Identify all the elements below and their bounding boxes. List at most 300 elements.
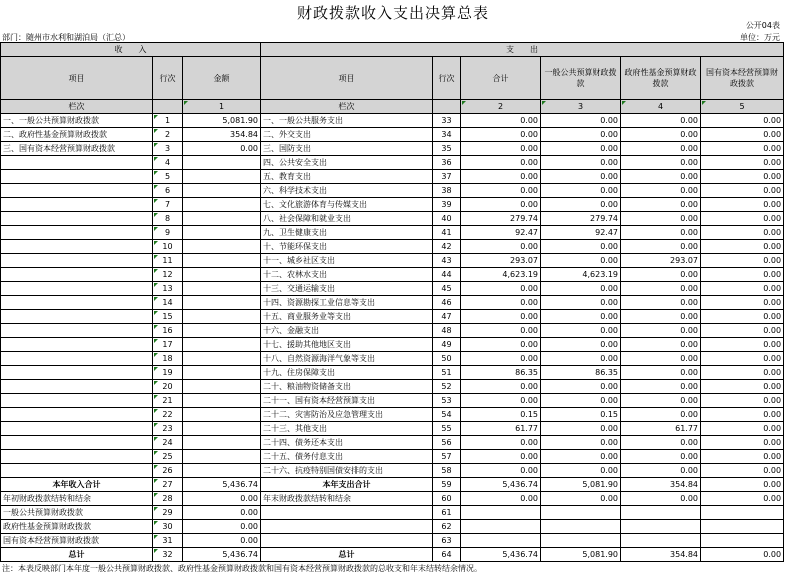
income-amount-header: 金额 (183, 57, 261, 100)
income-line-no: 16 (153, 324, 183, 338)
income-line-no: 12 (153, 268, 183, 282)
income-header: 收 入 (1, 43, 261, 57)
income-line-no: 9 (153, 226, 183, 240)
income-item: 二、政府性基金预算财政拨款 (1, 128, 153, 142)
total-amount: 0.00 (461, 352, 541, 366)
expense-item (261, 520, 433, 534)
total-amount: 92.47 (461, 226, 541, 240)
general-budget-amount: 0.00 (541, 492, 621, 506)
income-item (1, 254, 153, 268)
state-capital-amount: 0.00 (701, 338, 784, 352)
income-line-no: 15 (153, 310, 183, 324)
income-line-header: 行次 (153, 57, 183, 100)
income-item: 本年收入合计 (1, 478, 153, 492)
column-index-4: 4 (621, 100, 701, 114)
income-line-no: 25 (153, 450, 183, 464)
table-row (1, 366, 784, 380)
gov-fund-amount: 0.00 (621, 156, 701, 170)
income-line-no: 32 (153, 548, 183, 562)
total-amount: 5,436.74 (461, 478, 541, 492)
table-row (1, 254, 784, 268)
expense-line-no: 39 (433, 198, 461, 212)
income-item (1, 422, 153, 436)
expense-item: 十二、农林水支出 (261, 268, 433, 282)
gov-fund-amount: 61.77 (621, 422, 701, 436)
state-capital-amount: 0.00 (701, 184, 784, 198)
expense-item: 八、社会保障和就业支出 (261, 212, 433, 226)
state-capital-amount: 0.00 (701, 226, 784, 240)
expense-line-no: 47 (433, 310, 461, 324)
income-line-no: 18 (153, 352, 183, 366)
gov-fund-header: 政府性基金预算财政拨款 (621, 57, 701, 100)
table-row (1, 352, 784, 366)
table-row (1, 450, 784, 464)
state-capital-amount: 0.00 (701, 464, 784, 478)
gov-fund-amount: 0.00 (621, 226, 701, 240)
total-amount: 5,436.74 (461, 548, 541, 562)
income-line-no: 2 (153, 128, 183, 142)
state-capital-amount: 0.00 (701, 282, 784, 296)
general-budget-amount: 0.00 (541, 324, 621, 338)
expense-item: 二、外交支出 (261, 128, 433, 142)
table-row (1, 170, 784, 184)
state-capital-amount: 0.00 (701, 240, 784, 254)
table-row (1, 212, 784, 226)
total-amount: 293.07 (461, 254, 541, 268)
general-budget-amount: 92.47 (541, 226, 621, 240)
total-amount: 0.00 (461, 142, 541, 156)
expense-item: 十三、交通运输支出 (261, 282, 433, 296)
general-budget-amount: 0.00 (541, 114, 621, 128)
expense-line-no: 53 (433, 394, 461, 408)
expense-item: 五、教育支出 (261, 170, 433, 184)
expense-item: 十九、住房保障支出 (261, 366, 433, 380)
total-amount: 0.00 (461, 170, 541, 184)
gov-fund-amount: 0.00 (621, 268, 701, 282)
income-item: 三、国有资本经营预算财政拨款 (1, 142, 153, 156)
income-amount (183, 352, 261, 366)
general-budget-amount: 5,081.90 (541, 548, 621, 562)
income-amount (183, 254, 261, 268)
column-index-5: 5 (701, 100, 784, 114)
general-budget-amount: 0.00 (541, 184, 621, 198)
gov-fund-amount: 0.00 (621, 380, 701, 394)
expense-item: 二十四、债务还本支出 (261, 436, 433, 450)
expense-line-no: 58 (433, 464, 461, 478)
expense-item: 十四、资源勘探工业信息等支出 (261, 296, 433, 310)
state-capital-amount: 0.00 (701, 114, 784, 128)
general-budget-amount: 0.00 (541, 156, 621, 170)
gov-fund-amount: 0.00 (621, 114, 701, 128)
gov-fund-amount: 0.00 (621, 366, 701, 380)
income-amount (183, 156, 261, 170)
income-item: 一般公共预算财政拨款 (1, 506, 153, 520)
table-row (1, 464, 784, 478)
income-amount (183, 464, 261, 478)
column-index-1: 1 (183, 100, 261, 114)
general-budget-amount: 0.00 (541, 282, 621, 296)
general-budget-amount: 0.00 (541, 464, 621, 478)
general-budget-amount: 0.00 (541, 296, 621, 310)
general-budget-amount: 0.15 (541, 408, 621, 422)
total-amount: 86.35 (461, 366, 541, 380)
income-line-no: 21 (153, 394, 183, 408)
state-capital-amount: 0.00 (701, 142, 784, 156)
income-line-no: 27 (153, 478, 183, 492)
total-amount: 279.74 (461, 212, 541, 226)
income-line-no: 4 (153, 156, 183, 170)
state-capital-amount: 0.00 (701, 310, 784, 324)
income-amount (183, 408, 261, 422)
expense-item (261, 534, 433, 548)
expense-item: 二十六、抗疫特别国债安排的支出 (261, 464, 433, 478)
income-amount (183, 436, 261, 450)
income-item (1, 170, 153, 184)
table-row (1, 268, 784, 282)
table-row (1, 282, 784, 296)
expense-item: 二十二、灾害防治及应急管理支出 (261, 408, 433, 422)
table-row (1, 240, 784, 254)
expense-line-no: 41 (433, 226, 461, 240)
state-capital-amount: 0.00 (701, 436, 784, 450)
income-line-no: 17 (153, 338, 183, 352)
income-item (1, 226, 153, 240)
expense-item: 十八、自然资源海洋气象等支出 (261, 352, 433, 366)
expense-header: 支 出 (261, 43, 784, 57)
income-line-no: 5 (153, 170, 183, 184)
income-item (1, 198, 153, 212)
state-capital-amount: 0.00 (701, 268, 784, 282)
column-index-blank-right (433, 100, 461, 114)
gov-fund-amount (621, 534, 701, 548)
general-budget-amount (541, 534, 621, 548)
expense-line-no: 64 (433, 548, 461, 562)
state-capital-amount: 0.00 (701, 366, 784, 380)
general-budget-header: 一般公共预算财政拨款 (541, 57, 621, 100)
income-item: 年初财政拨款结转和结余 (1, 492, 153, 506)
total-amount: 0.00 (461, 380, 541, 394)
total-amount (461, 520, 541, 534)
income-amount (183, 198, 261, 212)
general-budget-amount: 0.00 (541, 380, 621, 394)
income-item (1, 212, 153, 226)
table-row (1, 380, 784, 394)
expense-line-no: 55 (433, 422, 461, 436)
table-row (1, 394, 784, 408)
expense-item: 十、节能环保支出 (261, 240, 433, 254)
table-row (1, 338, 784, 352)
expense-item: 二十三、其他支出 (261, 422, 433, 436)
expense-line-no: 37 (433, 170, 461, 184)
expense-line-no: 40 (433, 212, 461, 226)
income-line-no: 28 (153, 492, 183, 506)
total-amount: 0.00 (461, 282, 541, 296)
state-capital-amount: 0.00 (701, 478, 784, 492)
income-item (1, 296, 153, 310)
total-amount (461, 534, 541, 548)
state-capital-amount (701, 520, 784, 534)
income-item (1, 394, 153, 408)
state-capital-amount: 0.00 (701, 128, 784, 142)
general-budget-amount: 0.00 (541, 142, 621, 156)
income-amount (183, 212, 261, 226)
income-amount: 0.00 (183, 520, 261, 534)
expense-line-header: 行次 (433, 57, 461, 100)
income-item (1, 408, 153, 422)
table-row (1, 478, 784, 492)
gov-fund-amount: 0.00 (621, 170, 701, 184)
total-amount: 0.00 (461, 240, 541, 254)
expense-line-no: 42 (433, 240, 461, 254)
income-item (1, 338, 153, 352)
state-capital-amount: 0.00 (701, 212, 784, 226)
expense-line-no: 57 (433, 450, 461, 464)
expense-line-no: 34 (433, 128, 461, 142)
income-line-no: 22 (153, 408, 183, 422)
income-amount: 5,436.74 (183, 478, 261, 492)
income-amount (183, 338, 261, 352)
table-row (1, 198, 784, 212)
income-item (1, 450, 153, 464)
income-amount (183, 366, 261, 380)
gov-fund-amount: 0.00 (621, 282, 701, 296)
table-row (1, 310, 784, 324)
table-row (1, 492, 784, 506)
general-budget-amount: 4,623.19 (541, 268, 621, 282)
state-capital-amount: 0.00 (701, 394, 784, 408)
general-budget-amount: 0.00 (541, 254, 621, 268)
expense-item: 二十、粮油物资储备支出 (261, 380, 433, 394)
income-line-no: 10 (153, 240, 183, 254)
general-budget-amount: 0.00 (541, 422, 621, 436)
income-item: 一、一般公共预算财政拨款 (1, 114, 153, 128)
expense-line-no: 44 (433, 268, 461, 282)
income-item: 政府性基金预算财政拨款 (1, 520, 153, 534)
gov-fund-amount: 0.00 (621, 436, 701, 450)
expense-item (261, 506, 433, 520)
expense-item: 三、国防支出 (261, 142, 433, 156)
state-capital-amount: 0.00 (701, 254, 784, 268)
expense-line-no: 48 (433, 324, 461, 338)
total-amount: 0.00 (461, 114, 541, 128)
table-row (1, 422, 784, 436)
table-row (1, 128, 784, 142)
table-row (1, 296, 784, 310)
income-line-no: 7 (153, 198, 183, 212)
income-line-no: 6 (153, 184, 183, 198)
gov-fund-amount: 0.00 (621, 394, 701, 408)
expense-line-no: 36 (433, 156, 461, 170)
expense-line-no: 61 (433, 506, 461, 520)
general-budget-amount: 0.00 (541, 394, 621, 408)
total-amount: 0.00 (461, 394, 541, 408)
expense-item: 总计 (261, 548, 433, 562)
expense-line-no: 46 (433, 296, 461, 310)
general-budget-amount: 86.35 (541, 366, 621, 380)
income-amount (183, 226, 261, 240)
income-amount: 5,436.74 (183, 548, 261, 562)
expense-item: 十七、援助其他地区支出 (261, 338, 433, 352)
state-capital-amount: 0.00 (701, 324, 784, 338)
income-item (1, 282, 153, 296)
expense-item: 七、文化旅游体育与传媒支出 (261, 198, 433, 212)
general-budget-amount: 0.00 (541, 310, 621, 324)
state-capital-amount: 0.00 (701, 198, 784, 212)
income-line-no: 24 (153, 436, 183, 450)
state-capital-amount: 0.00 (701, 450, 784, 464)
general-budget-amount (541, 506, 621, 520)
expense-item: 六、科学技术支出 (261, 184, 433, 198)
expense-item: 九、卫生健康支出 (261, 226, 433, 240)
income-line-no: 26 (153, 464, 183, 478)
income-line-no: 13 (153, 282, 183, 296)
income-item (1, 436, 153, 450)
column-index-2: 2 (461, 100, 541, 114)
expense-line-no: 54 (433, 408, 461, 422)
income-item-header: 项目 (1, 57, 153, 100)
income-amount: 0.00 (183, 506, 261, 520)
income-line-no: 14 (153, 296, 183, 310)
income-item (1, 184, 153, 198)
income-amount (183, 282, 261, 296)
table-row (1, 324, 784, 338)
general-budget-amount: 0.00 (541, 450, 621, 464)
total-amount: 0.00 (461, 128, 541, 142)
expense-line-no: 59 (433, 478, 461, 492)
state-capital-amount (701, 534, 784, 548)
income-amount (183, 394, 261, 408)
gov-fund-amount: 354.84 (621, 478, 701, 492)
total-amount: 0.00 (461, 464, 541, 478)
state-capital-amount: 0.00 (701, 296, 784, 310)
expense-line-no: 52 (433, 380, 461, 394)
expense-item: 四、公共安全支出 (261, 156, 433, 170)
gov-fund-amount: 354.84 (621, 548, 701, 562)
state-capital-amount: 0.00 (701, 380, 784, 394)
income-amount: 0.00 (183, 534, 261, 548)
state-capital-amount: 0.00 (701, 422, 784, 436)
gov-fund-amount (621, 506, 701, 520)
expense-item: 十六、金融支出 (261, 324, 433, 338)
income-amount (183, 310, 261, 324)
income-amount (183, 240, 261, 254)
table-row (1, 184, 784, 198)
gov-fund-amount: 0.00 (621, 352, 701, 366)
total-amount: 0.00 (461, 156, 541, 170)
gov-fund-amount: 0.00 (621, 310, 701, 324)
expense-line-no: 51 (433, 366, 461, 380)
income-amount (183, 422, 261, 436)
table-row (1, 156, 784, 170)
gov-fund-amount: 0.00 (621, 464, 701, 478)
table-row (1, 142, 784, 156)
income-line-no: 19 (153, 366, 183, 380)
total-amount: 0.00 (461, 450, 541, 464)
general-budget-amount: 279.74 (541, 212, 621, 226)
footnote: 注：本表反映部门本年度一般公共预算财政拨款、政府性基金预算财政拨款和国有资本经营预算财政拨款的总收支和年末结转结余情况。 (2, 564, 482, 573)
expense-line-no: 56 (433, 436, 461, 450)
income-item (1, 240, 153, 254)
expense-item: 十一、城乡社区支出 (261, 254, 433, 268)
state-capital-amount: 0.00 (701, 408, 784, 422)
income-item (1, 310, 153, 324)
income-amount (183, 268, 261, 282)
total-amount: 0.00 (461, 324, 541, 338)
income-line-no: 29 (153, 506, 183, 520)
income-line-no: 3 (153, 142, 183, 156)
table-row (1, 436, 784, 450)
general-budget-amount: 0.00 (541, 198, 621, 212)
unit-label: 单位：万元 (740, 33, 780, 42)
general-budget-amount: 5,081.90 (541, 478, 621, 492)
income-item (1, 324, 153, 338)
general-budget-amount: 0.00 (541, 240, 621, 254)
expense-line-no: 43 (433, 254, 461, 268)
department-label: 部门：随州市水利和湖泊局（汇总） (2, 33, 130, 42)
general-budget-amount: 0.00 (541, 128, 621, 142)
state-capital-amount: 0.00 (701, 548, 784, 562)
general-budget-amount: 0.00 (541, 436, 621, 450)
gov-fund-amount: 0.00 (621, 408, 701, 422)
expense-line-no: 49 (433, 338, 461, 352)
income-line-no: 1 (153, 114, 183, 128)
gov-fund-amount: 0.00 (621, 492, 701, 506)
income-amount (183, 324, 261, 338)
state-capital-amount: 0.00 (701, 492, 784, 506)
total-amount: 0.00 (461, 436, 541, 450)
general-budget-amount: 0.00 (541, 338, 621, 352)
income-amount: 0.00 (183, 492, 261, 506)
expense-line-no: 33 (433, 114, 461, 128)
expense-line-no: 60 (433, 492, 461, 506)
expense-item: 十五、商业服务业等支出 (261, 310, 433, 324)
expense-line-no: 50 (433, 352, 461, 366)
income-amount (183, 184, 261, 198)
total-amount: 61.77 (461, 422, 541, 436)
gov-fund-amount: 293.07 (621, 254, 701, 268)
column-index-label: 栏次 (1, 100, 153, 114)
total-amount: 0.00 (461, 492, 541, 506)
expense-item: 二十一、国有资本经营预算支出 (261, 394, 433, 408)
state-capital-amount: 0.00 (701, 170, 784, 184)
income-item: 总计 (1, 548, 153, 562)
total-amount: 4,623.19 (461, 268, 541, 282)
column-index-label-right: 栏次 (261, 100, 433, 114)
total-amount: 0.00 (461, 198, 541, 212)
gov-fund-amount (621, 520, 701, 534)
expense-line-no: 63 (433, 534, 461, 548)
income-amount (183, 170, 261, 184)
total-amount: 0.15 (461, 408, 541, 422)
income-amount (183, 380, 261, 394)
expense-item: 二十五、债务付息支出 (261, 450, 433, 464)
income-amount: 5,081.90 (183, 114, 261, 128)
gov-fund-amount: 0.00 (621, 296, 701, 310)
income-line-no: 11 (153, 254, 183, 268)
expense-item-header: 项目 (261, 57, 433, 100)
income-item (1, 464, 153, 478)
state-capital-amount (701, 506, 784, 520)
page-title: 财政拨款收入支出决算总表 (296, 4, 489, 22)
state-capital-amount: 0.00 (701, 352, 784, 366)
gov-fund-amount: 0.00 (621, 324, 701, 338)
income-amount: 0.00 (183, 142, 261, 156)
form-code: 公开04表 (745, 21, 780, 30)
expense-item: 年末财政拨款结转和结余 (261, 492, 433, 506)
general-budget-amount: 0.00 (541, 352, 621, 366)
income-amount (183, 296, 261, 310)
income-line-no: 30 (153, 520, 183, 534)
